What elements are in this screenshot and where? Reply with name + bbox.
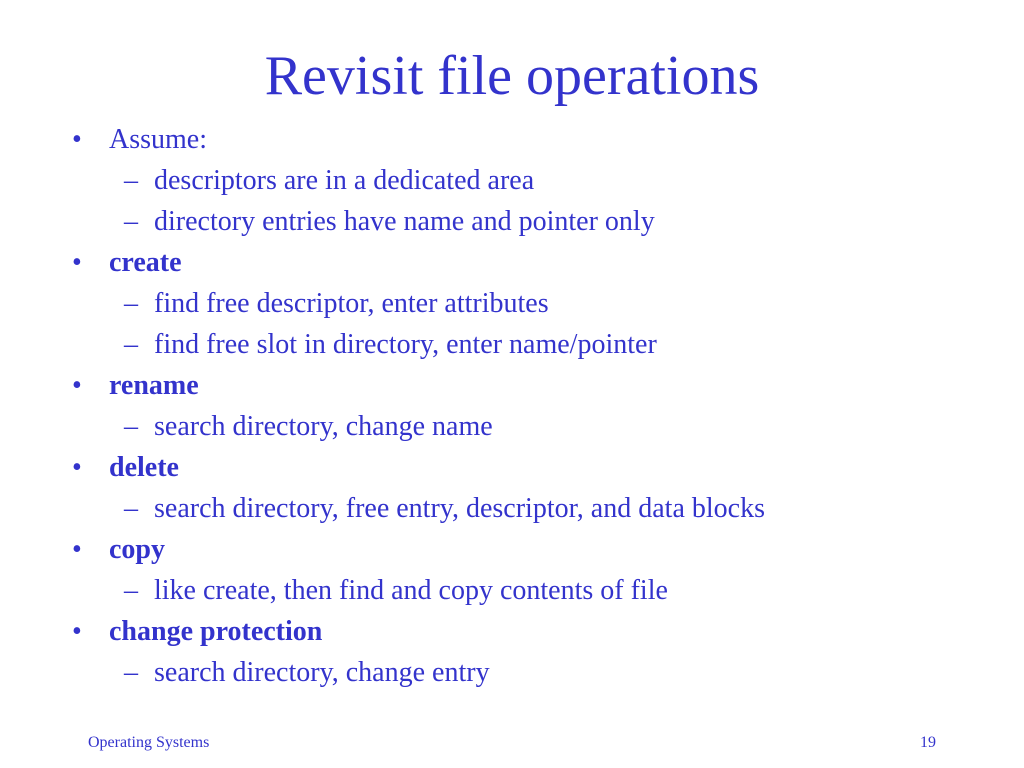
bullet-label: change protection — [109, 616, 323, 647]
sub-bullet-marker: – — [124, 657, 138, 688]
bullet-label: copy — [109, 534, 165, 565]
bullet-marker: • — [72, 247, 82, 278]
sub-bullet-marker: – — [124, 493, 138, 524]
bullet-marker: • — [72, 370, 82, 401]
footer-course-name: Operating Systems — [88, 734, 210, 751]
sub-bullet-marker: – — [124, 575, 138, 606]
sub-bullet-marker: – — [124, 165, 138, 196]
bullet-marker: • — [72, 616, 82, 647]
sub-bullet-text: find free descriptor, enter attributes — [154, 288, 549, 319]
bullet-marker: • — [72, 124, 82, 155]
footer-page-number: 19 — [920, 734, 936, 751]
sub-bullet-text: search directory, change name — [154, 411, 493, 442]
sub-bullet-marker: – — [124, 329, 138, 360]
bullet-marker: • — [72, 452, 82, 483]
sub-bullet-text: like create, then find and copy contents of file — [154, 575, 668, 606]
bullet-label: Assume: — [109, 124, 207, 155]
sub-bullet-marker: – — [124, 288, 138, 319]
bullet-label: delete — [109, 452, 179, 483]
bullet-label: create — [109, 247, 182, 278]
sub-bullet-text: descriptors are in a dedicated area — [154, 165, 535, 196]
sub-bullet-text: search directory, change entry — [154, 657, 490, 688]
sub-bullet-text: directory entries have name and pointer only — [154, 206, 655, 237]
sub-bullet-text: search directory, free entry, descriptor, and data blocks — [154, 493, 765, 524]
sub-bullet-marker: – — [124, 206, 138, 237]
sub-bullet-marker: – — [124, 411, 138, 442]
bullet-label: rename — [109, 370, 199, 401]
slide-title: Revisit file operations — [264, 45, 760, 107]
bullet-marker: • — [72, 534, 82, 565]
sub-bullet-text: find free slot in directory, enter name/pointer — [154, 329, 657, 360]
